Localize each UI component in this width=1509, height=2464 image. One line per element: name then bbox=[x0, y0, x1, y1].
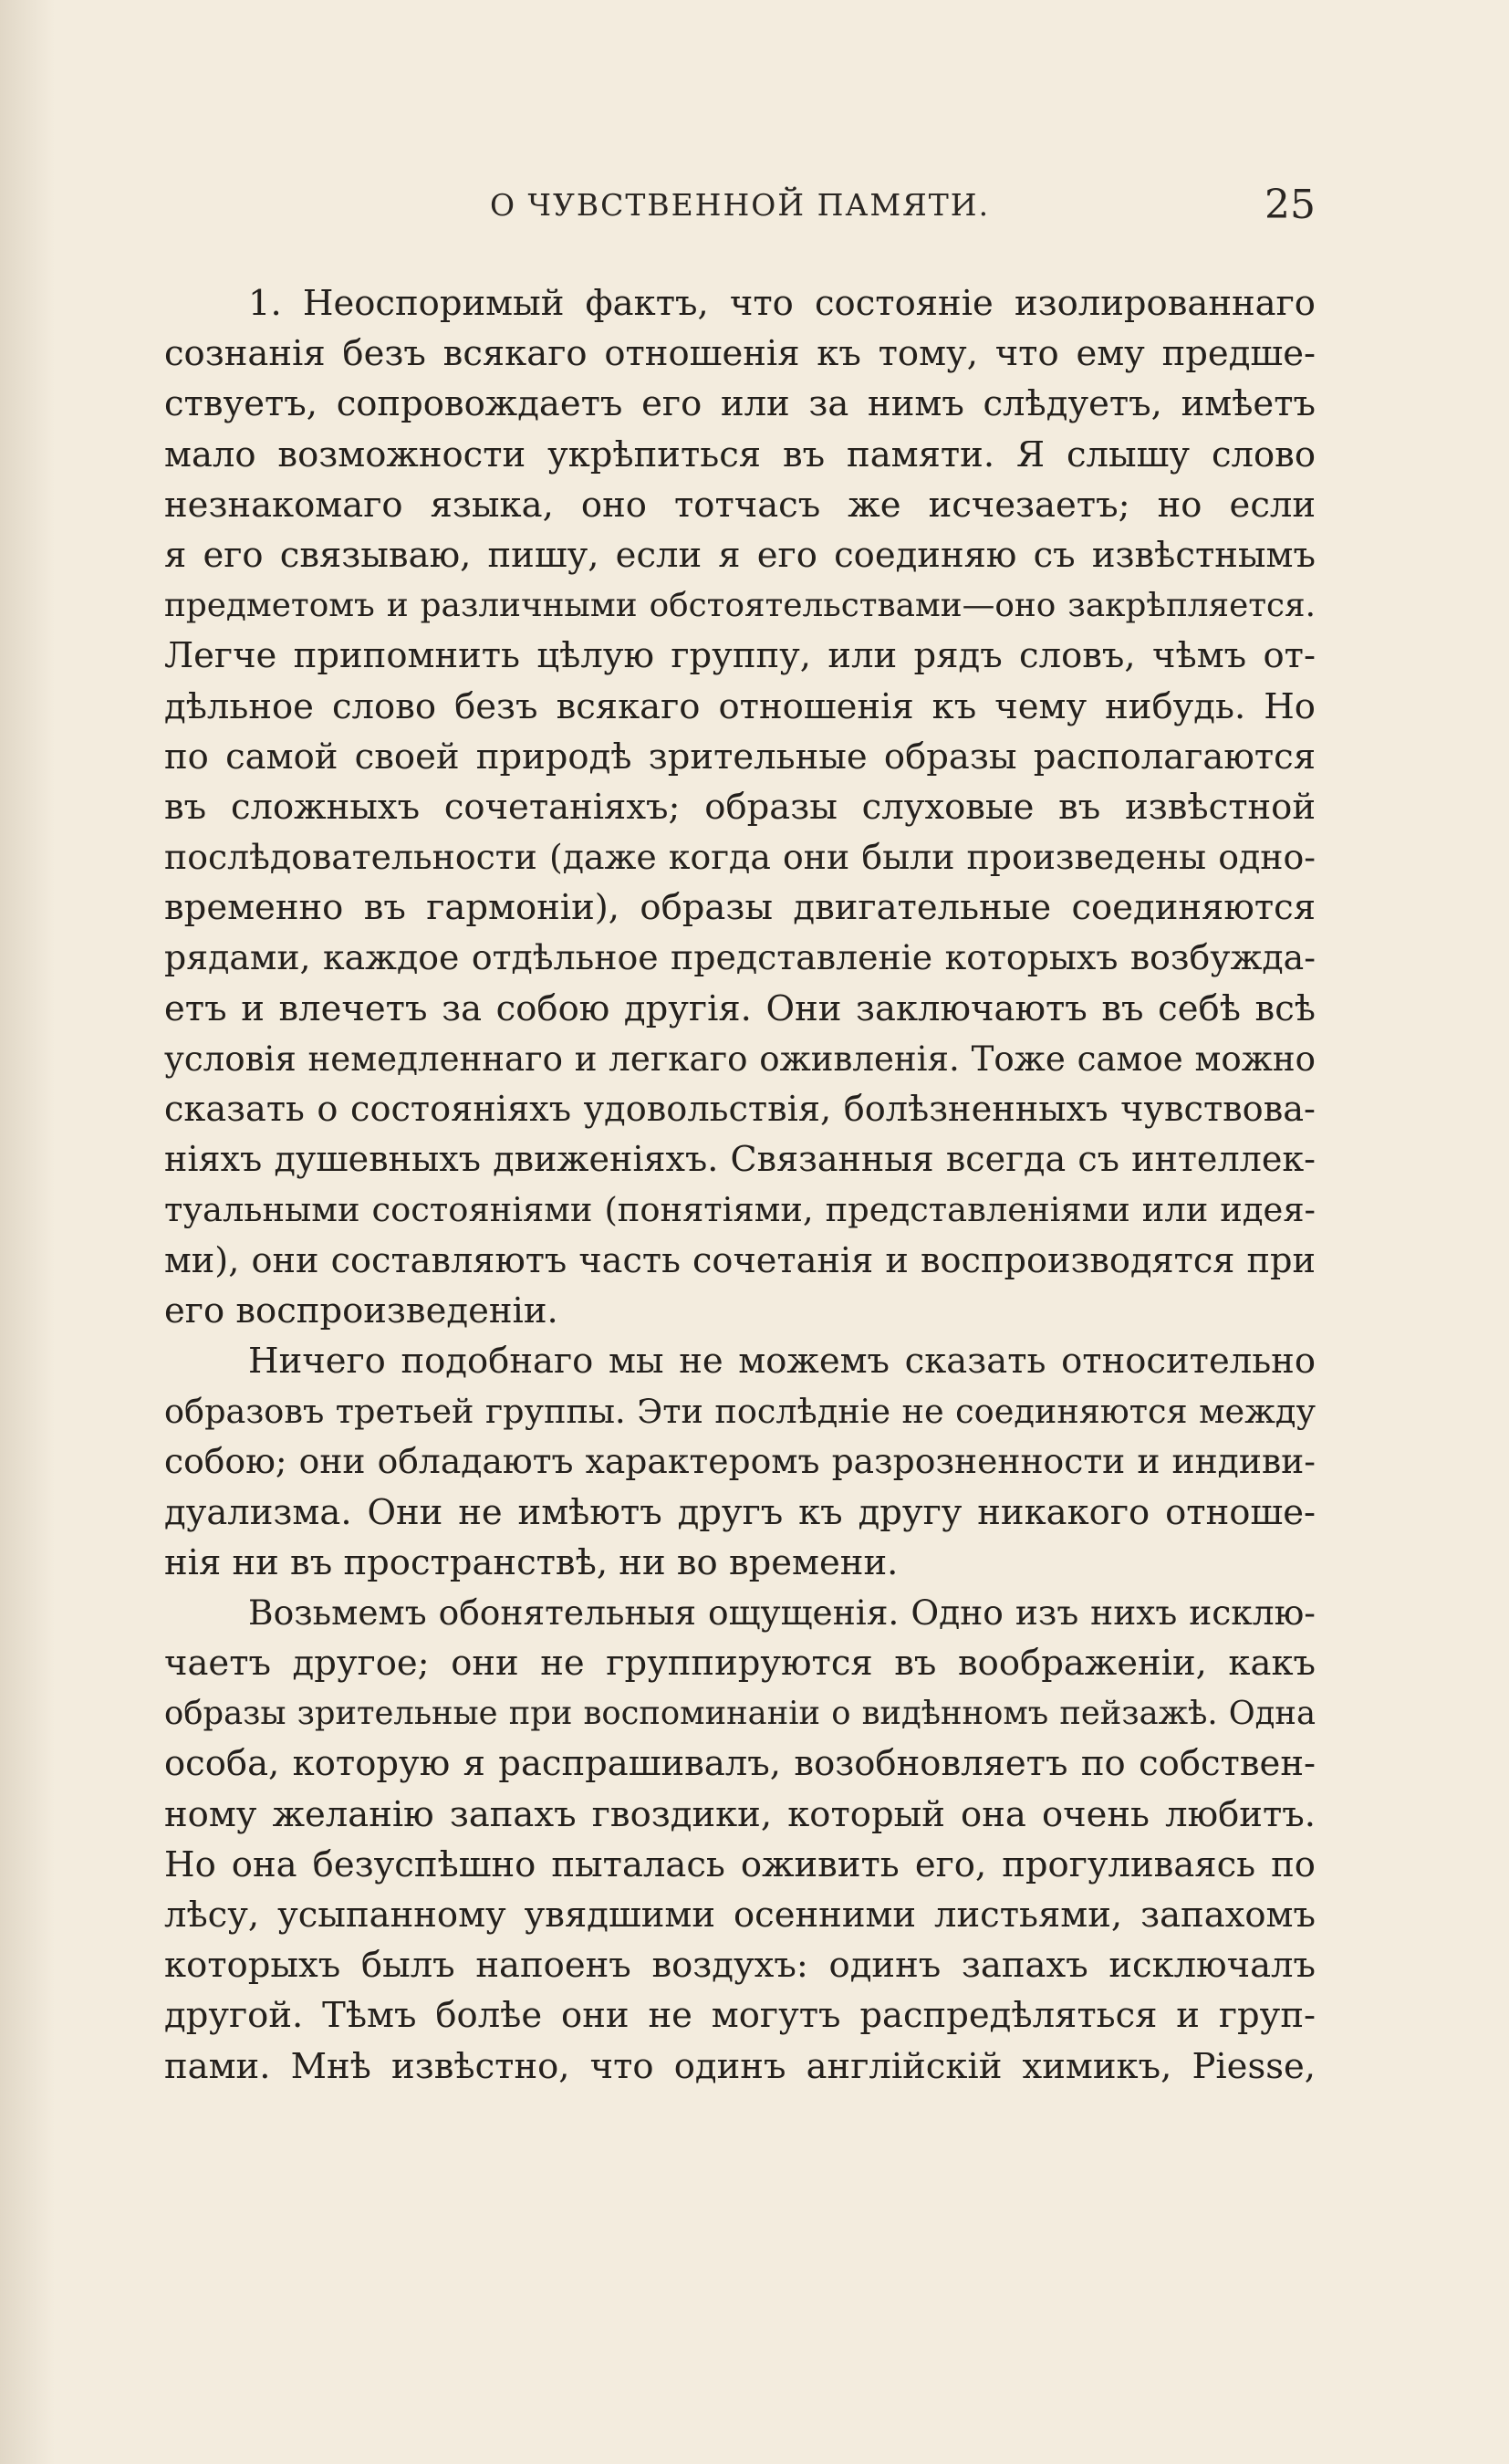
paragraph-3 bbox=[164, 1588, 1316, 2092]
text-line: условія немедленнаго и легкаго оживленія. Тоже самое можно bbox=[164, 1039, 1316, 1079]
text-line: предметомъ и различными обстоятельствами—оно закрѣпляется. bbox=[164, 587, 1316, 625]
text-line: пами. Мнѣ извѣстно, что одинъ англійскій химикъ, Piesse, bbox=[164, 2045, 1316, 2087]
text-line: туальными состояніями (понятіями, представленіями или идея- bbox=[164, 1190, 1316, 1230]
text-line: другой. Тѣмъ болѣе они не могутъ распредѣляться и груп- bbox=[164, 1995, 1316, 2037]
text-line: ствуетъ, сопровождаетъ его или за нимъ слѣдуетъ, имѣетъ bbox=[164, 383, 1316, 425]
text-line: незнакомаго языка, оно тотчасъ же исчезаетъ; но если bbox=[164, 484, 1316, 526]
text-line: Возьмемъ обонятельныя ощущенія. Одно изъ нихъ исклю- bbox=[248, 1592, 1316, 1633]
text-line: Но она безуспѣшно пыталась оживить его, прогуливаясь по bbox=[164, 1843, 1316, 1885]
text-line: я его связываю, пишу, если я его соединяю съ извѣстнымъ bbox=[164, 534, 1316, 576]
text-line: чаетъ другое; они не группируются въ воображеніи, какъ bbox=[164, 1643, 1316, 1685]
text-line: послѣдовательности (даже когда они были произведены одно- bbox=[164, 837, 1316, 878]
text-line: особа, которую я распрашивалъ, возобновляетъ по собствен- bbox=[164, 1743, 1316, 1785]
text-line: дѣльное слово безъ всякаго отношенія къ чему нибудь. Но bbox=[164, 685, 1316, 727]
page-header bbox=[164, 182, 1316, 242]
text-line: ми), они составляютъ часть сочетанія и воспроизводятся при bbox=[164, 1239, 1316, 1281]
text-line: его воспроизведеніи. bbox=[164, 1289, 558, 1331]
text-line: въ сложныхъ сочетаніяхъ; образы слуховые въ извѣстной bbox=[164, 786, 1316, 828]
text-line: лѣсу, усыпанному увядшими осенними листьями, запахомъ bbox=[164, 1895, 1316, 1936]
paragraph-1 bbox=[164, 278, 1316, 1336]
text-line: рядами, каждое отдѣльное представленіе которыхъ возбужда- bbox=[164, 937, 1316, 978]
text-line: сказать о состояніяхъ удовольствія, болѣзненныхъ чувствова- bbox=[164, 1089, 1316, 1130]
body-text bbox=[164, 278, 1316, 2092]
text-line: временно въ гармоніи), образы двигательные соединяются bbox=[164, 887, 1316, 929]
text-line: которыхъ былъ напоенъ воздухъ: одинъ запахъ исключалъ bbox=[164, 1945, 1316, 1987]
text-line: ному желанію запахъ гвоздики, который она очень любитъ. bbox=[164, 1793, 1316, 1835]
running-title: О ЧУВСТВЕННОЙ ПАМЯТИ. bbox=[489, 187, 991, 223]
text-line: сознанія безъ всякаго отношенія къ тому, что ему предше- bbox=[164, 333, 1316, 375]
text-line: мало возможности укрѣпиться въ памяти. Я слышу слово bbox=[164, 433, 1316, 475]
text-line: етъ и влечетъ за собою другія. Они заключаютъ въ себѣ всѣ bbox=[164, 987, 1316, 1029]
text-line: дуализма. Они не имѣютъ другъ къ другу никакого отноше- bbox=[164, 1491, 1316, 1533]
text-line: нія ни въ пространствѣ, ни во времени. bbox=[164, 1541, 899, 1583]
text-line: 1. Неоспоримый фактъ, что состояніе изолированнаго bbox=[248, 283, 1316, 324]
text-line: собою; они обладаютъ характеромъ разрозненности и индиви- bbox=[164, 1441, 1316, 1482]
text-line: Ничего подобнаго мы не можемъ сказать относительно bbox=[248, 1340, 1316, 1382]
text-line: образы зрительные при воспоминаніи о видѣнномъ пейзажѣ. Одна bbox=[164, 1695, 1316, 1733]
page-number: 25 bbox=[1264, 182, 1316, 228]
text-line: образовъ третьей группы. Эти послѣдніе не соединяются между bbox=[164, 1392, 1316, 1432]
text-line: ніяхъ душевныхъ движеніяхъ. Связанныя всегда съ интеллек- bbox=[164, 1139, 1316, 1180]
text-line: Легче припомнить цѣлую группу, или рядъ словъ, чѣмъ от- bbox=[164, 635, 1316, 677]
text-line: по самой своей природѣ зрительные образы располагаются bbox=[164, 736, 1316, 778]
paragraph-2 bbox=[164, 1336, 1316, 1588]
